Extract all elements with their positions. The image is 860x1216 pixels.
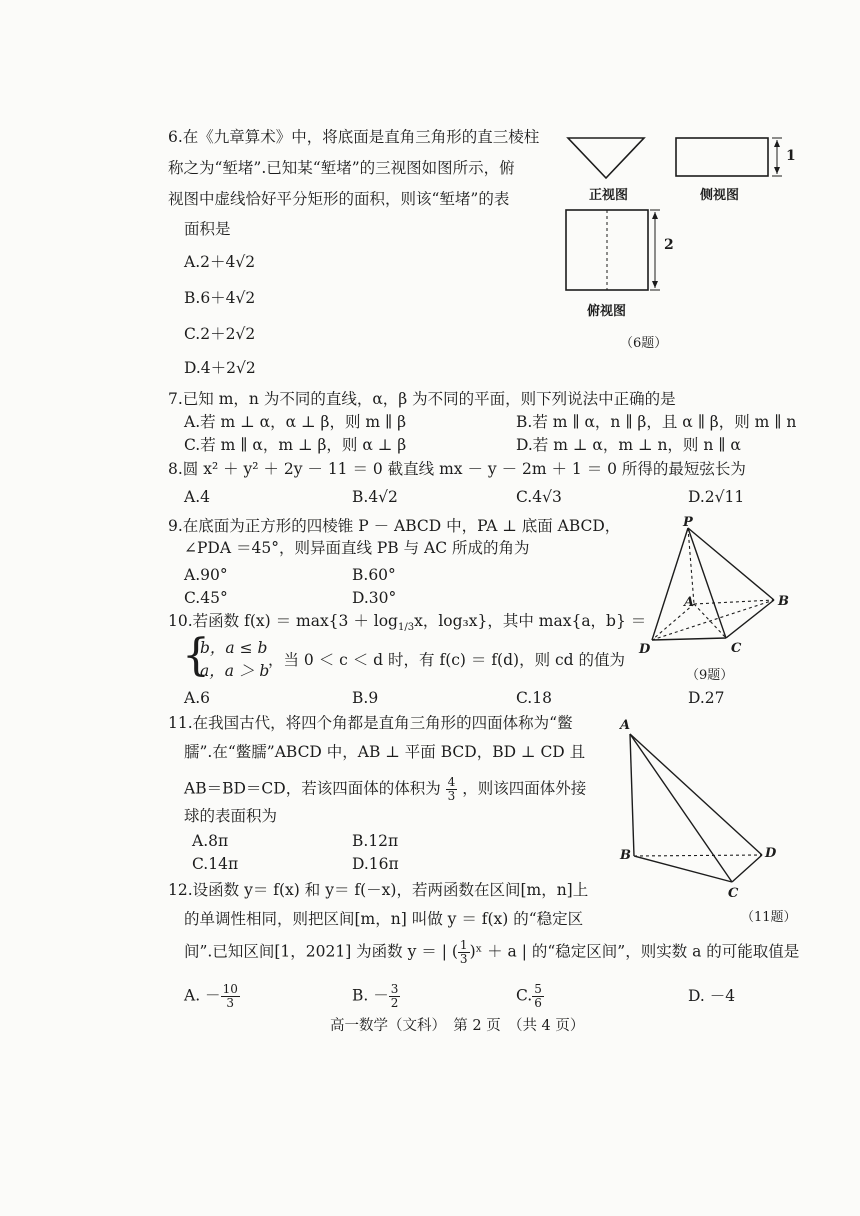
q12-option-a: A. － $\frac{10}{3}$	[184, 982, 238, 1010]
page-footer: 高一数学（文科） 第 2 页 （共 4 页）	[330, 1018, 585, 1034]
q7-option-d: D.若 m ⊥ α，m ⊥ n，则 n ∥ α	[516, 436, 741, 454]
q8-option-d: D.2√11	[688, 488, 745, 506]
front-view-label: 正视图	[589, 188, 629, 203]
q11-vertex-a: A	[620, 718, 631, 733]
q9-option-b: B.60°	[352, 566, 396, 584]
q6-line-2: 称之为“堑堵”.已知某“堑堵”的三视图如图所示，俯	[168, 159, 515, 177]
q11-line-3-part-2: ，则该四面体外接	[462, 779, 587, 798]
q11-line-3	[184, 776, 586, 803]
top-view-label: 俯视图	[587, 304, 627, 319]
q11-vertex-d: D	[765, 846, 777, 861]
q10-option-b: B.9	[352, 689, 379, 707]
q9-option-a: A.90°	[184, 566, 228, 584]
q10-line-1	[168, 611, 646, 638]
q11-tetrahedron-figure	[620, 720, 780, 900]
q10-log-base: 1/3	[397, 622, 415, 634]
front-view-triangle	[568, 138, 644, 178]
q12-line-3	[184, 939, 799, 966]
q10-line-2: ，当 0 ＜ c ＜ d 时，有 f(c) ＝ f(d)，则 cd 的值为	[268, 651, 626, 669]
q7-option-a: A.若 m ⊥ α，α ⊥ β，则 m ∥ β	[184, 413, 407, 431]
q9-vertex-d: D	[639, 642, 651, 657]
q12-line-1: 12.设函数 y＝ f(x) 和 y＝ f(－x)，若两函数在区间[m，n]上	[168, 881, 589, 899]
q9-figure-caption: （9题）	[686, 668, 734, 683]
q9-vertex-p: P	[683, 515, 693, 530]
q12-line-3-part-1: 间”.已知区间[1，2021] 为函数 y ＝ | (	[184, 942, 458, 961]
q9-pyramid-figure	[640, 520, 790, 650]
q7-stem: 7.已知 m，n 为不同的直线，α，β 为不同的平面，则下列说法中正确的是	[168, 390, 676, 408]
q9-vertex-c: C	[731, 641, 742, 656]
q10-line-1-part-2: x，log₃x}，其中 max{a，b} ＝	[414, 612, 647, 630]
q11-line-4: 球的表面积为	[184, 807, 278, 825]
q12-option-c: C. $\frac{5}{6}$	[516, 982, 542, 1010]
q12-option-b: B. － $\frac{3}{2}$	[352, 982, 399, 1010]
q6-figure-caption: （6题）	[620, 336, 668, 351]
q7-option-b: B.若 m ∥ α，n ∥ β，且 α ∥ β，则 m ∥ n	[516, 413, 797, 431]
q9-vertex-b: B	[778, 594, 789, 609]
q10-option-a: A.6	[184, 689, 210, 707]
q10-option-c: C.18	[516, 689, 552, 707]
q6-option-a: A.2＋4√2	[184, 253, 256, 271]
q12-line-2: 的单调性相同，则把区间[m，n] 叫做 y ＝ f(x) 的“稳定区	[184, 910, 584, 928]
q9-line-2: ∠PDA ＝45°，则异面直线 PB 与 AC 所成的角为	[184, 539, 530, 557]
q11-option-d: D.16π	[352, 855, 399, 873]
q11-vertex-b: B	[620, 848, 631, 863]
q12-option-d: D. －4	[688, 987, 736, 1005]
q12-line-3-part-2: )ˣ ＋ a | 的“稳定区间”，则实数 a 的可能取值是	[469, 942, 800, 961]
q6-line-3: 视图中虚线恰好平分矩形的面积，则该“堑堵”的表	[168, 190, 510, 208]
q9-line-1: 9.在底面为正方形的四棱锥 P － ABCD 中，PA ⊥ 底面 ABCD，	[168, 517, 621, 535]
side-dimension-value: 1	[786, 148, 796, 164]
q6-option-c: C.2＋2√2	[184, 325, 256, 343]
q11-option-c: C.14π	[192, 855, 239, 873]
q10-line-1-part-1: 10.若函数 f(x) ＝ max{3 ＋ log	[168, 612, 398, 630]
q9-vertex-a: A	[684, 595, 695, 610]
q7-option-c: C.若 m ∥ α，m ⊥ β，则 α ⊥ β	[184, 436, 407, 454]
q11-line-1: 11.在我国古代，将四个角都是直角三角形的四面体称为“鳖	[168, 714, 573, 732]
q11-figure-caption: （11题）	[741, 910, 797, 925]
q8-option-b: B.4√2	[352, 488, 398, 506]
q6-option-b: B.6＋4√2	[184, 289, 256, 307]
q10-brace: {	[182, 630, 210, 681]
q11-option-a: A.8π	[192, 832, 229, 850]
q11-volume-fraction: $\frac{4}{3}$	[447, 775, 456, 803]
q12-base-fraction: $\frac{1}{3}$	[459, 938, 468, 966]
q10-case-2: a，a ＞ b	[200, 662, 270, 680]
q6-line-1: 6.在《九章算术》中，将底面是直角三角形的直三棱柱	[168, 128, 540, 146]
q6-option-d: D.4＋2√2	[184, 359, 256, 377]
q8-option-a: A.4	[184, 488, 210, 506]
q6-line-4: 面积是	[184, 220, 231, 238]
q11-vertex-c: C	[728, 886, 739, 901]
side-view-label: 侧视图	[700, 188, 740, 203]
q10-case-1: b，a ≤ b	[200, 639, 268, 657]
q9-option-c: C.45°	[184, 589, 228, 607]
q8-option-c: C.4√3	[516, 488, 562, 506]
q11-line-2: 臑”.在“鳖臑”ABCD 中，AB ⊥ 平面 BCD，BD ⊥ CD 且	[184, 743, 586, 761]
side-view-rect	[676, 138, 768, 176]
q8-stem: 8.圆 x² ＋ y² ＋ 2y － 11 ＝ 0 截直线 mx － y － 2m ＋ 1 ＝ 0 所得的最短弦长为	[168, 460, 746, 478]
q10-option-d: D.27	[688, 689, 725, 707]
q11-line-3-part-1: AB＝BD＝CD，若该四面体的体积为	[184, 779, 441, 798]
q11-option-b: B.12π	[352, 832, 399, 850]
top-dimension-value: 2	[664, 237, 674, 253]
q9-option-d: D.30°	[352, 589, 397, 607]
